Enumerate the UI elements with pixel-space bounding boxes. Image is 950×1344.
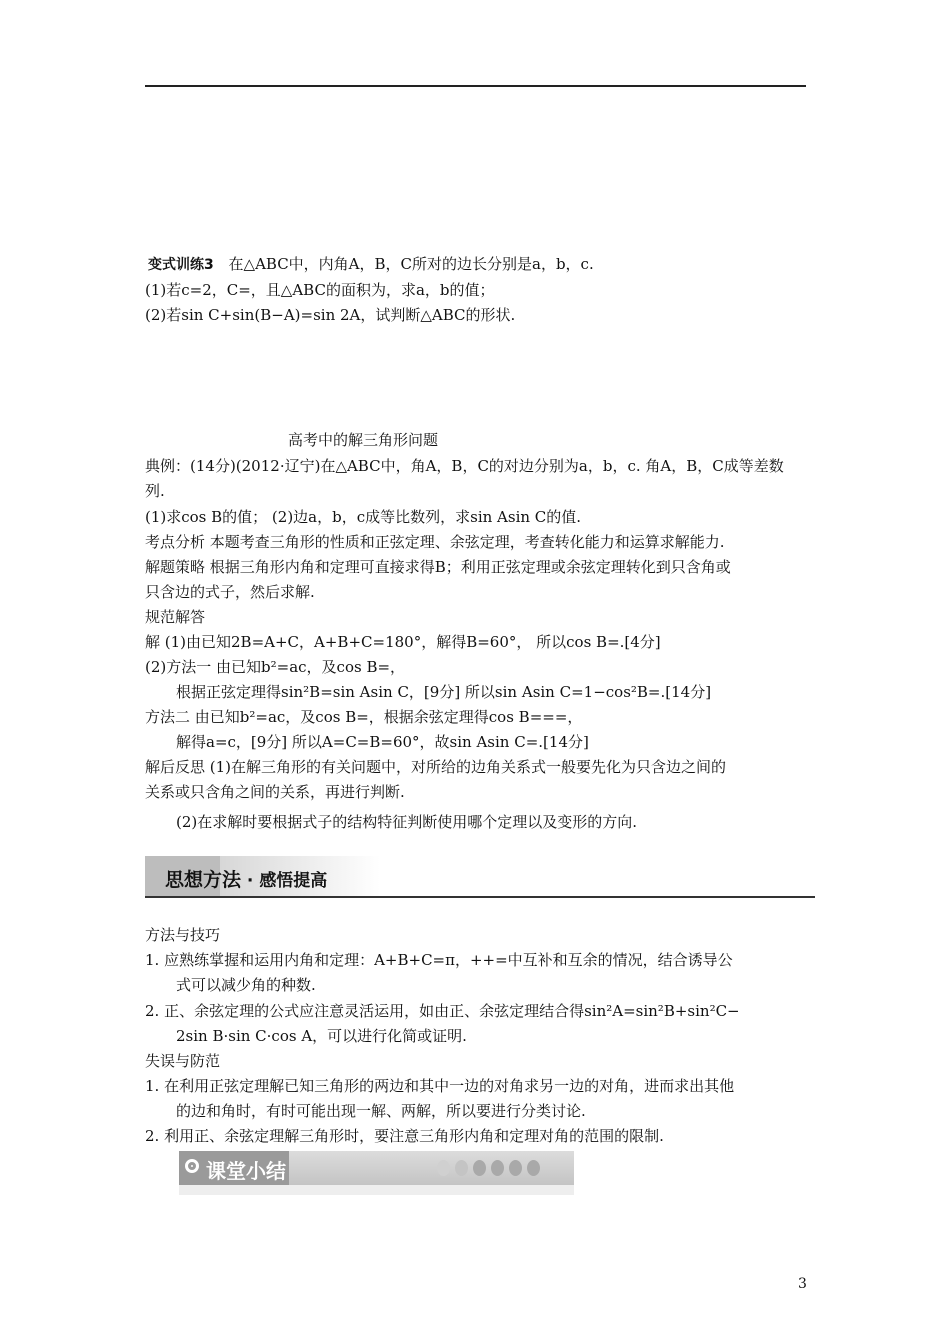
methods-heading: 方法与技巧 (145, 926, 221, 944)
exercise-intro: 在△ABC中，内角A，B，C所对的边长分别是a，b，c. (228, 255, 594, 273)
method-1-line-1: 1. 应熟练掌握和运用内角和定理：A+B+C=π，++=中互补和互余的情况，结合诱导公 (145, 951, 733, 969)
dot-icon (437, 1160, 450, 1176)
pitfall-1-line-2: 的边和角时，有时可能出现一解、两解，所以要进行分类讨论. (176, 1102, 586, 1120)
pitfall-1-line-1: 1. 在利用正弦定理解已知三角形的两边和其中一边的对角求另一边的对角，进而求出其他 (145, 1077, 735, 1095)
example-line-4: 考点分析 本题考查三角形的性质和正弦定理、余弦定理，考查转化能力和运算求解能力. (145, 533, 725, 551)
target-circle-icon (185, 1159, 199, 1173)
example-line-8: 解 (1)由已知2B=A+C，A+B+C=180°，解得B=60°， 所以cos B=.[4分] (145, 633, 661, 651)
example-line-10: 根据正弦定理得sin²B=sin Asin C，[9分] 所以sin Asin C=1−cos²B=.[14分] (176, 683, 712, 701)
example-line-5: 解题策略 根据三角形内角和定理可直接求得B；利用正弦定理或余弦定理转化到只含角或 (145, 558, 731, 576)
page-number: 3 (798, 1276, 807, 1292)
example-line-12: 解得a=c，[9分] 所以A=C=B=60°，故sin Asin C=.[14分] (176, 733, 589, 751)
exercise-q2: (2)若sin C+sin(B−A)=sin 2A，试判断△ABC的形状. (145, 306, 516, 324)
exercise-label: 变式训练3 (148, 257, 214, 273)
exercise-intro-line (148, 254, 594, 275)
example-line-2: 列. (145, 482, 165, 500)
pitfall-2: 2. 利用正、余弦定理解三角形时，要注意三角形内角和定理对角的范围的限制. (145, 1127, 664, 1145)
section-title-sub: 感悟提高 (259, 871, 328, 891)
header-rule (145, 85, 806, 87)
exercise-q1: (1)若c=2，C=，且△ABC的面积为，求a，b的值； (145, 281, 495, 299)
dot-icon (491, 1160, 504, 1176)
example-title: 高考中的解三角形问题 (288, 431, 439, 449)
example-line-1: 典例：(14分)(2012·辽宁)在△ABC中，角A，B，C的对边分别为a，b，c. 角A，B，C成等差数 (145, 457, 784, 475)
dot-icon (509, 1160, 522, 1176)
method-1-line-2: 式可以减少角的种数. (176, 976, 316, 994)
summary-bar (179, 1151, 574, 1195)
section-title-main: 思想方法 (165, 869, 242, 891)
dot-icon (473, 1160, 486, 1176)
dot-icon (527, 1160, 540, 1176)
summary-label: 课堂小结 (206, 1159, 286, 1183)
method-2-line-2: 2sin B·sin C·cos A，可以进行化简或证明. (176, 1027, 467, 1045)
example-line-6: 只含边的式子，然后求解. (145, 583, 315, 601)
example-line-15: (2)在求解时要根据式子的结构特征判断使用哪个定理以及变形的方向. (176, 813, 638, 831)
example-line-3: (1)求cos B的值； (2)边a，b，c成等比数列，求sin Asin C的值. (145, 508, 582, 526)
example-line-7: 规范解答 (145, 608, 206, 626)
dot-icon (455, 1160, 468, 1176)
section-title (165, 865, 327, 892)
summary-label-box (179, 1151, 289, 1185)
section-title-dot: · (241, 871, 260, 891)
section-rule (145, 896, 815, 898)
example-line-11: 方法二 由已知b²=ac，及cos B=，根据余弦定理得cos B===， (145, 708, 583, 726)
section-banner (145, 856, 815, 898)
summary-bar-underlay (179, 1185, 574, 1195)
example-line-9: (2)方法一 由已知b²=ac，及cos B=， (145, 658, 406, 676)
example-line-13: 解后反思 (1)在解三角形的有关问题中，对所给的边角关系式一般要先化为只含边之间的 (145, 758, 727, 776)
method-2-line-1: 2. 正、余弦定理的公式应注意灵活运用，如由正、余弦定理结合得sin²A=sin²B+sin²C− (145, 1002, 740, 1020)
example-line-14: 关系或只含角之间的关系，再进行判断. (145, 783, 405, 801)
pitfalls-heading: 失误与防范 (145, 1052, 221, 1070)
decorative-dots (437, 1160, 540, 1176)
